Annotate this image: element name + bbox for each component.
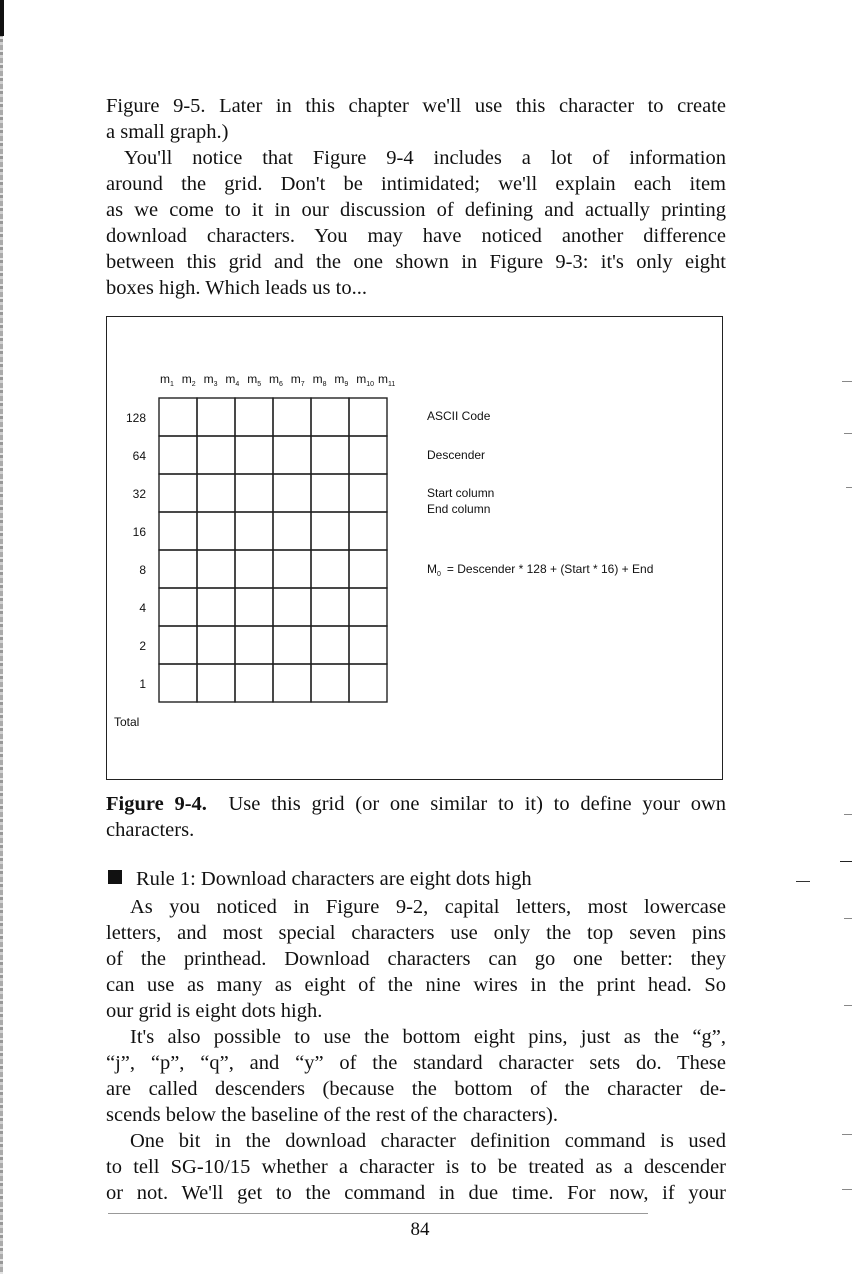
text-line: are called descenders (because the bottom of the character de- — [106, 1078, 726, 1100]
column-label: $m_7$ — [290, 372, 305, 388]
grid-cell — [311, 664, 349, 702]
column-label: $m_{10}$ — [356, 372, 374, 388]
grid-cell — [273, 474, 311, 512]
text-line: a small graph.) — [106, 121, 229, 143]
grid-cell — [273, 550, 311, 588]
grid-cell — [349, 512, 387, 550]
grid-cell — [159, 474, 197, 512]
text-line: Figure 9-5. Later in this chapter we'll use this character to create — [106, 95, 726, 117]
text-line: to tell SG-10/15 whether a character is to be treated as a descender — [106, 1156, 726, 1178]
grid-cell — [159, 550, 197, 588]
ascii-code-label: ASCII Code — [427, 409, 491, 423]
rule-heading-text: Rule 1: Download characters are eight dots high — [136, 868, 532, 890]
row-label: 1 — [139, 677, 146, 691]
grid-cell — [159, 512, 197, 550]
grid-cell — [311, 398, 349, 436]
row-label: 32 — [132, 487, 146, 501]
paragraph-rule1 — [106, 894, 726, 1024]
grid-cell — [273, 664, 311, 702]
grid-cell — [349, 436, 387, 474]
grid-cell — [273, 626, 311, 664]
row-label: 128 — [125, 411, 146, 425]
row-label: 2 — [139, 639, 146, 653]
grid-cell — [349, 664, 387, 702]
text-line: You'll notice that Figure 9-4 includes a lot of information — [124, 147, 726, 169]
grid-cell — [235, 588, 273, 626]
grid-cell — [197, 474, 235, 512]
text-line: between this grid and the one shown in Figure 9-3: it's only eight — [106, 251, 726, 273]
column-label: $m_6$ — [269, 372, 283, 388]
rule-heading — [108, 866, 532, 892]
column-label: $m_5$ — [247, 372, 262, 388]
grid-cell — [273, 436, 311, 474]
grid-cell — [349, 588, 387, 626]
grid-cell — [159, 436, 197, 474]
text-line: As you noticed in Figure 9-2, capital letters, most lowercase — [130, 896, 726, 918]
column-label: $m_1$ — [160, 372, 174, 388]
end-column-label: End column — [427, 502, 491, 516]
grid-cell — [311, 588, 349, 626]
row-label: 64 — [132, 449, 146, 463]
paragraph-descenders — [106, 1024, 726, 1128]
column-label: $m_3$ — [203, 372, 218, 388]
text-line: One bit in the download character definition command is used — [130, 1130, 726, 1152]
grid-cell — [197, 512, 235, 550]
grid-cell — [197, 436, 235, 474]
page-number: 84 — [410, 1219, 430, 1240]
grid-cell — [197, 398, 235, 436]
grid-cell — [159, 664, 197, 702]
row-label: 8 — [139, 563, 146, 577]
grid-cell — [159, 626, 197, 664]
grid-cell — [311, 550, 349, 588]
text-line: of the printhead. Download characters can go one better: they — [106, 948, 726, 970]
grid-cell — [235, 398, 273, 436]
figure-caption — [106, 791, 726, 843]
grid-cell — [311, 436, 349, 474]
grid-cell — [273, 588, 311, 626]
grid-cell — [235, 474, 273, 512]
text-line: boxes high. Which leads us to... — [106, 277, 367, 299]
text-line: It's also possible to use the bottom eight pins, just as the “g”, — [130, 1026, 726, 1048]
grid-cell — [197, 664, 235, 702]
grid-cell — [349, 626, 387, 664]
text-line: our grid is eight dots high. — [106, 1000, 323, 1022]
text-line: letters, and most special characters use only the top seven pins — [106, 922, 726, 944]
paragraph-command — [106, 1128, 726, 1206]
grid-cell — [197, 626, 235, 664]
text-line: around the grid. Don't be intimidated; we'll explain each item — [106, 173, 726, 195]
grid-cell — [311, 474, 349, 512]
row-label: 4 — [139, 601, 146, 615]
grid-cell — [273, 398, 311, 436]
caption-text: Use this grid (or one similar to it) to define your own — [228, 793, 727, 815]
grid-cell — [235, 436, 273, 474]
grid-cell — [349, 474, 387, 512]
grid-cell — [159, 588, 197, 626]
column-label: $m_9$ — [334, 372, 349, 388]
grid-cell — [311, 512, 349, 550]
text-line: download characters. You may have noticed another difference — [106, 225, 726, 247]
grid-cell — [349, 398, 387, 436]
column-label: $m_4$ — [225, 372, 240, 388]
text-line: or not. We'll get to the command in due time. For now, if your — [106, 1182, 726, 1204]
text-line: scends below the baseline of the rest of the characters). — [106, 1104, 558, 1126]
grid-cell — [235, 550, 273, 588]
text-line: “j”, “p”, “q”, and “y” of the standard character sets do. These — [106, 1052, 726, 1074]
text-line: as we come to it in our discussion of defining and actually printing — [106, 199, 726, 221]
grid-cell — [273, 512, 311, 550]
square-bullet-icon — [108, 870, 122, 884]
grid-cell — [197, 588, 235, 626]
descender-label: Descender — [427, 448, 486, 462]
column-label: $m_8$ — [312, 372, 327, 388]
caption-label: Figure 9-4. — [106, 793, 207, 815]
grid-cell — [235, 512, 273, 550]
grid-cell — [197, 550, 235, 588]
footer-rule — [108, 1213, 648, 1214]
formula-label: $M_0$ = Descender * 128 + (Start * 16) + End — [427, 562, 654, 578]
column-label: $m_{11}$ — [378, 372, 396, 388]
grid-cell — [159, 398, 197, 436]
caption-text-2: characters. — [106, 819, 195, 841]
grid-cell — [235, 664, 273, 702]
grid-cell — [311, 626, 349, 664]
row-label: 16 — [132, 525, 146, 539]
column-label: $m_2$ — [181, 372, 196, 388]
grid-cell — [349, 550, 387, 588]
start-column-label: Start column — [427, 486, 495, 500]
grid-cell — [235, 626, 273, 664]
total-label: Total — [114, 715, 140, 729]
text-line: can use as many as eight of the nine wires in the print head. So — [106, 974, 726, 996]
